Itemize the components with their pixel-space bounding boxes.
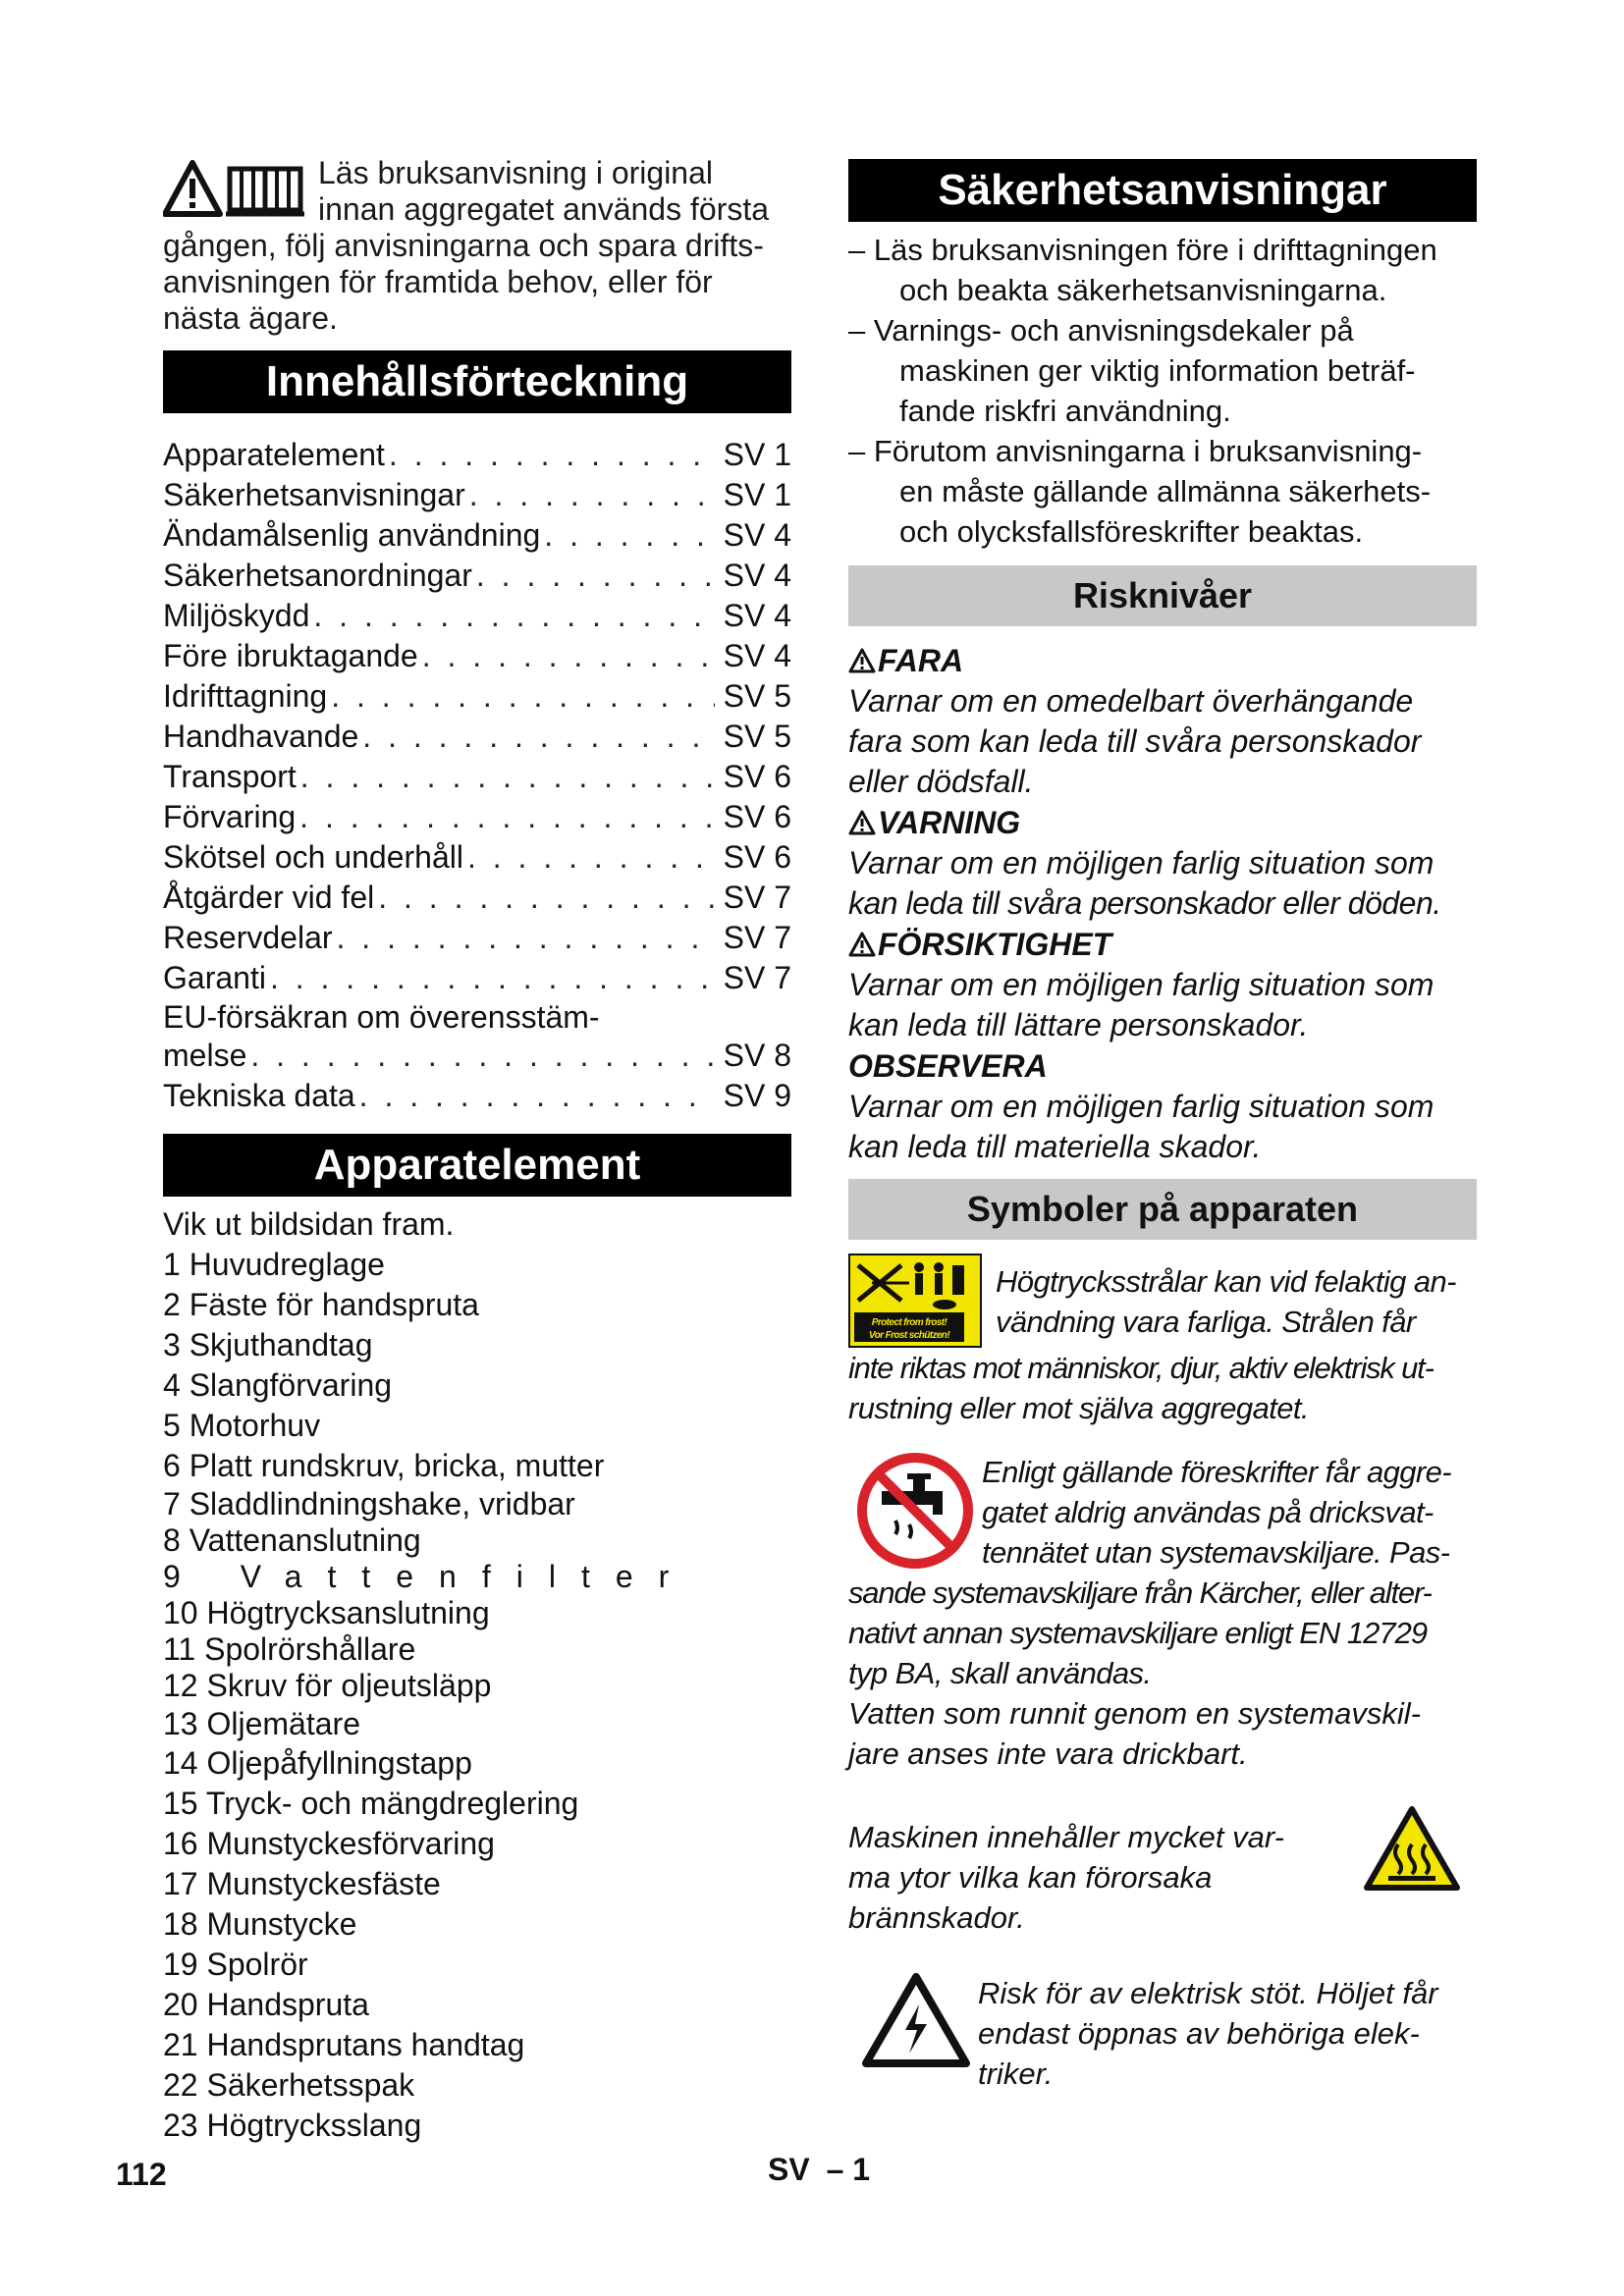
toc-leader: [355, 1076, 715, 1116]
safety-bullets: [848, 230, 1477, 552]
list-item: 8 Vattenanslutning: [163, 1522, 421, 1558]
toc-leader: [297, 757, 715, 797]
symbol-shock-block: [848, 1973, 1477, 2094]
list-item: 21 Handsprutans handtag: [163, 2027, 525, 2062]
bullet-line: och olycksfallsföreskrifter beaktas.: [899, 514, 1364, 549]
toc-row[interactable]: [163, 475, 791, 515]
toc-row[interactable]: [163, 878, 791, 918]
toc-label: Förvaring: [163, 799, 297, 834]
intro-notice: [163, 155, 791, 337]
list-item: 4 Slangförvaring: [163, 1367, 393, 1403]
risk-level-line: kan leda till lättare personskador.: [848, 1007, 1309, 1042]
electric-shock-warning-icon: [862, 1973, 970, 2067]
list-item: 13 Oljemätare: [163, 1706, 360, 1741]
toc-label: Garanti: [163, 960, 266, 995]
bullet-first-line: – Läs bruksanvisningen före i drifttagningen: [848, 233, 1437, 267]
list-item: 10 Högtrycksanslutning: [163, 1595, 490, 1630]
toc-page: SV 6: [723, 839, 791, 875]
toc-page: SV 7: [723, 880, 791, 915]
toc-leader: [309, 596, 715, 636]
page-number: 112: [116, 2157, 167, 2192]
toc-label: Före ibruktagande: [163, 638, 418, 673]
left-column: [163, 155, 791, 2146]
toc-row[interactable]: [163, 918, 791, 958]
toc-page: SV 4: [723, 558, 791, 593]
no-drinking-water-icon: [856, 1452, 974, 1570]
toc-label: Miljöskydd: [163, 598, 310, 633]
risk-level-title: [848, 640, 1477, 681]
section-code: SV: [768, 2152, 810, 2187]
toc-row[interactable]: [163, 837, 791, 878]
toc-label: Säkerhetsanordningar: [163, 558, 472, 593]
list-item: 6 Platt rundskruv, bricka, mutter: [163, 1448, 605, 1483]
symbol-water-block: [848, 1452, 1477, 1774]
toc-page: SV 9: [723, 1078, 791, 1113]
toc-page: SV 7: [723, 920, 791, 955]
section-page-label: [768, 2152, 870, 2188]
toc-row[interactable]: [163, 717, 791, 757]
symbol-text-line: jare anses inte vara drickbart.: [848, 1736, 1248, 1771]
toc-row-wrapped-first[interactable]: EU-försäkran om överensstäm-: [163, 999, 600, 1035]
toc-label: Transport: [163, 759, 297, 794]
toc-row[interactable]: [163, 797, 791, 837]
warning-triangle-icon: [848, 648, 876, 673]
symbol-text-line: Enligt gällande föreskrifter får aggre-: [982, 1455, 1452, 1489]
toc-row[interactable]: [163, 958, 791, 998]
warning-triangle-icon: [848, 932, 876, 957]
toc-label: Handhavande: [163, 719, 359, 754]
toc-leader: [463, 837, 715, 878]
risk-level-line: Varnar om en omedelbart överhängande: [848, 683, 1414, 719]
toc-label: Idrifttagning: [163, 678, 328, 714]
toc-page: SV 6: [723, 759, 791, 794]
parts-heading: Apparatelement: [163, 1134, 791, 1197]
intro-line: Läs bruksanvisning i original: [318, 155, 713, 190]
list-item: 5 Motorhuv: [163, 1408, 321, 1443]
list-item: 22 Säkerhetsspak: [163, 2067, 415, 2103]
toc-label: melse: [163, 1038, 247, 1073]
warning-manual-icon: [163, 159, 312, 220]
list-item: 9 Vattenfilter: [163, 1559, 695, 1594]
toc-page: SV 4: [723, 517, 791, 553]
toc-leader: [385, 435, 715, 475]
bullet-line: en måste gällande allmänna säkerhets-: [899, 474, 1432, 508]
table-of-contents: [163, 435, 791, 1116]
symbol-text-line: ma ytor vilka kan förorsaka: [848, 1860, 1213, 1895]
symbol-text-line: rustning eller mot själva aggregatet.: [848, 1391, 1309, 1425]
toc-page: SV 5: [723, 678, 791, 714]
risk-level-line: Varnar om en möjligen farlig situation som: [848, 1089, 1435, 1124]
bullet-line: fande riskfri användning.: [899, 394, 1231, 428]
toc-page: SV 5: [723, 719, 791, 754]
list-item: 16 Munstyckesförvaring: [163, 1826, 495, 1861]
toc-label: Säkerhetsanvisningar: [163, 477, 465, 512]
section-page-number: – 1: [826, 2152, 871, 2187]
list-item: [848, 431, 1477, 552]
toc-page: SV 6: [723, 799, 791, 834]
high-pressure-jet-warning-icon: [848, 1254, 982, 1348]
risk-level-title: [848, 1045, 1477, 1087]
intro-line: nästa ägare.: [163, 300, 338, 336]
toc-heading: Innehållsförteckning: [163, 350, 791, 413]
list-item: 20 Handspruta: [163, 1987, 369, 2022]
symbol-text-line: nativt annan systemavskiljare enligt EN 12729: [848, 1616, 1428, 1650]
risk-level-title: [848, 924, 1477, 965]
toc-label: Reservdelar: [163, 920, 333, 955]
risk-level-line: Varnar om en möjligen farlig situation som: [848, 845, 1435, 881]
toc-row[interactable]: [163, 1036, 791, 1076]
toc-label: Skötsel och underhåll: [163, 839, 463, 875]
risk-level-line: fara som kan leda till svåra personskador: [848, 723, 1422, 759]
risk-level-name: OBSERVERA: [848, 1048, 1048, 1084]
toc-row[interactable]: [163, 636, 791, 676]
list-item: 12 Skruv för oljeutsläpp: [163, 1668, 492, 1703]
symbol-hot-block: [848, 1817, 1477, 1938]
toc-label: Tekniska data: [163, 1078, 355, 1113]
symbol-text-line: Risk för av elektrisk stöt. Höljet får: [978, 1976, 1438, 2010]
toc-page: SV 8: [723, 1038, 791, 1073]
symbols-heading: Symboler på apparaten: [848, 1179, 1477, 1240]
list-item: [848, 230, 1477, 310]
intro-line: anvisningen för framtida behov, eller för: [163, 264, 713, 299]
toc-page: SV 1: [723, 437, 791, 472]
risk-level-name: VARNING: [878, 805, 1021, 840]
toc-row[interactable]: [163, 676, 791, 717]
bullet-first-line: – Förutom anvisningarna i bruksanvisning-: [848, 434, 1423, 468]
risk-levels: [848, 640, 1477, 1167]
toc-leader: [266, 958, 715, 998]
symbol-text-line: Vatten som runnit genom en systemavskil-: [848, 1696, 1421, 1731]
list-item: 14 Oljepåfyllningstapp: [163, 1745, 472, 1781]
toc-row[interactable]: [163, 757, 791, 797]
symbol-text-line: vändning vara farliga. Strålen får: [996, 1305, 1416, 1339]
list-item: 7 Sladdlindningshake, vridbar: [163, 1486, 575, 1522]
toc-leader: [418, 636, 715, 676]
symbol-text-line: endast öppnas av behöriga elek-: [978, 2016, 1420, 2051]
list-item: 18 Munstycke: [163, 1906, 357, 1942]
list-item: 17 Munstyckesfäste: [163, 1866, 441, 1901]
jet-label-line: Protect from frost!: [871, 1317, 947, 1328]
risk-heading: Risknivåer: [848, 565, 1477, 626]
toc-leader: [358, 717, 715, 757]
toc-page: SV 7: [723, 960, 791, 995]
toc-leader: [540, 515, 715, 556]
list-item: 2 Fäste för handspruta: [163, 1287, 479, 1322]
symbol-text-line: Maskinen innehåller mycket var-: [848, 1820, 1284, 1854]
risk-level-line: Varnar om en möjligen farlig situation som: [848, 967, 1435, 1002]
toc-row[interactable]: [163, 435, 791, 475]
intro-line: innan aggregatet används första: [318, 191, 769, 227]
symbol-text-line: sande systemavskiljare från Kärcher, eller alter-: [848, 1575, 1432, 1610]
list-item: 11 Spolrörshållare: [163, 1631, 416, 1667]
risk-level-line: kan leda till materiella skador.: [848, 1129, 1262, 1164]
list-item: 19 Spolrör: [163, 1947, 308, 1982]
toc-row[interactable]: [163, 515, 791, 556]
symbol-text-line: triker.: [978, 2056, 1054, 2091]
toc-leader: [374, 878, 715, 918]
symbol-text-line: brännskador.: [848, 1900, 1025, 1935]
warning-triangle-icon: [848, 810, 876, 835]
jet-label-line: Vor Frost schützen!: [868, 1330, 950, 1341]
toc-leader: [465, 475, 715, 515]
risk-level-line: kan leda till svåra personskador eller döden.: [848, 885, 1441, 921]
list-item: 15 Tryck- och mängdreglering: [163, 1786, 579, 1821]
intro-icons: [163, 159, 312, 224]
toc-label: Apparatelement: [163, 437, 385, 472]
symbol-text-line: inte riktas mot människor, djur, aktiv elektrisk ut-: [848, 1351, 1434, 1385]
toc-row[interactable]: [163, 556, 791, 596]
risk-level-name: FÖRSIKTIGHET: [878, 927, 1112, 962]
toc-leader: [472, 556, 715, 596]
toc-page: SV 4: [723, 598, 791, 633]
parts-list: [163, 1204, 791, 2146]
symbol-text-line: Högtrycksstrålar kan vid felaktig an-: [996, 1264, 1456, 1299]
symbol-text-line: tennätet utan systemavskiljare. Pas-: [982, 1535, 1450, 1570]
list-item: [848, 310, 1477, 431]
toc-row[interactable]: [163, 596, 791, 636]
symbol-text-line: gatet aldrig användas på dricksvat-: [982, 1495, 1434, 1529]
bullet-line: och beakta säkerhetsanvisningarna.: [899, 273, 1387, 307]
risk-level-title: [848, 802, 1477, 843]
toc-label: Ändamålsenlig användning: [163, 517, 541, 553]
bullet-line: maskinen ger viktig information beträf-: [899, 353, 1416, 388]
list-item: 3 Skjuthandtag: [163, 1327, 373, 1362]
symbol-text-line: typ BA, skall användas.: [848, 1656, 1152, 1690]
hot-surface-warning-icon: [1363, 1805, 1461, 1892]
intro-line: gången, följ anvisningarna och spara drifts-: [163, 228, 764, 263]
toc-row[interactable]: [163, 1076, 791, 1116]
risk-level-name: FARA: [878, 643, 964, 678]
toc-leader: [327, 676, 715, 717]
list-item: 23 Högtrycksslang: [163, 2108, 422, 2143]
list-item: 1 Huvudreglage: [163, 1247, 385, 1282]
risk-level-line: eller dödsfall.: [848, 764, 1034, 799]
safety-heading: Säkerhetsanvisningar: [848, 159, 1477, 222]
parts-intro: Vik ut bildsidan fram.: [163, 1206, 455, 1242]
toc-page: SV 4: [723, 638, 791, 673]
right-column: [848, 159, 1477, 2094]
toc-leader: [333, 918, 715, 958]
bullet-first-line: – Varnings- och anvisningsdekaler på: [848, 313, 1354, 347]
toc-label: Åtgärder vid fel: [163, 880, 375, 915]
toc-page: SV 1: [723, 477, 791, 512]
toc-leader: [246, 1036, 715, 1076]
toc-leader: [296, 797, 715, 837]
symbol-jet-block: [848, 1257, 1477, 1428]
